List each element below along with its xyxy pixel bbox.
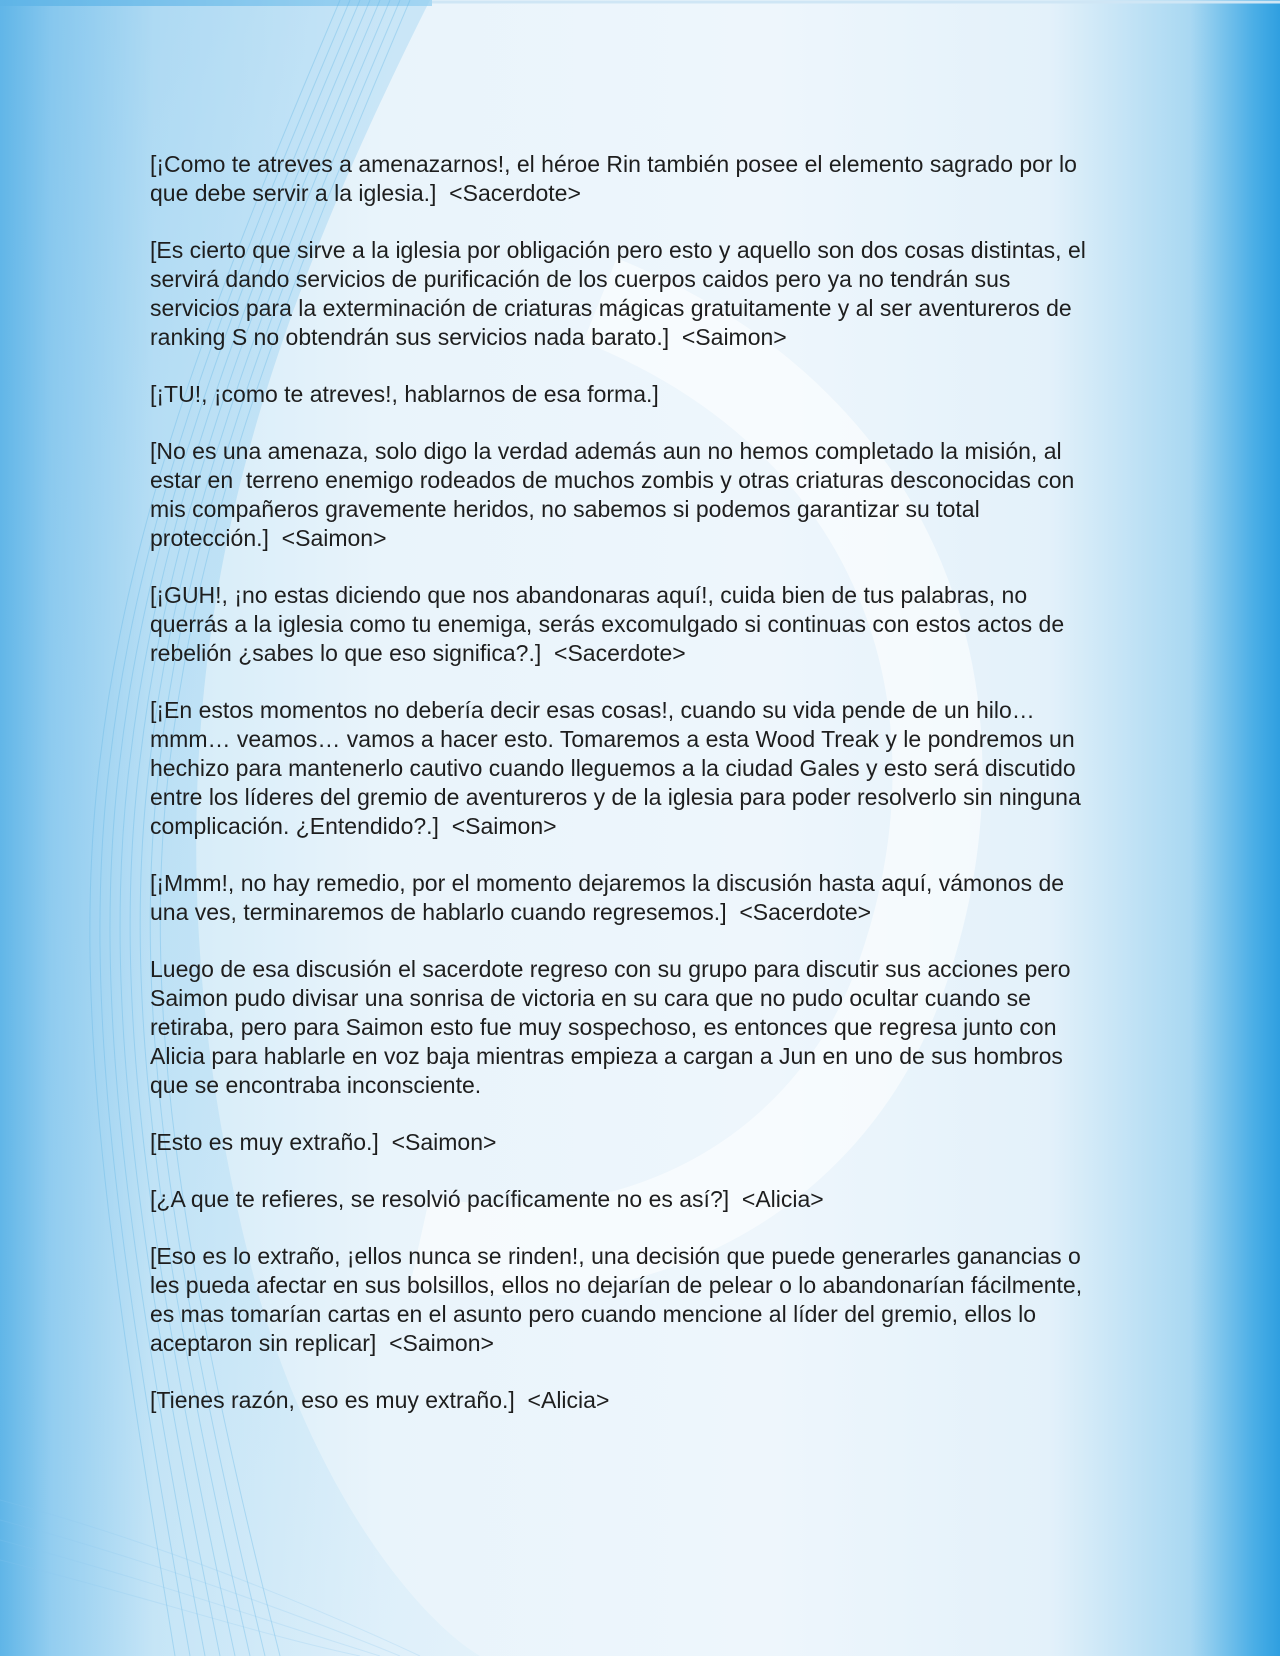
document-body bbox=[150, 150, 1100, 1443]
paragraph: [Es cierto que sirve a la iglesia por obligación pero esto y aquello son dos cosas distintas, el servirá dando servicios de purificación de los cuerpos caidos pero ya no tendrán sus servicios para la exterminación de criaturas mágicas gratuitamente y al ser aventureros de ranking S no obtendrán sus servicios nada barato.] <Saimon> bbox=[150, 237, 1093, 350]
paragraph: [¡En estos momentos no debería decir esas cosas!, cuando su vida pende de un hilo… mmm… veamos… vamos a hacer esto. Tomaremos a esta Wood Treak y le pondremos un hechizo para mantenerlo cautivo cuando lleguemos a la ciudad Gales y esto será discutido entre los líderes del gremio de aventureros y de la iglesia para poder resolverlo sin ninguna complicación. ¿Entendido?.] <Saimon> bbox=[150, 697, 1088, 839]
paragraph: [¡GUH!, ¡no estas diciendo que nos abandonaras aquí!, cuida bien de tus palabras, no querrás a la iglesia como tu enemiga, serás excomulgado si continuas con estos actos de rebelión ¿sabes lo que eso significa?.] <Sacerdote> bbox=[150, 582, 1071, 666]
paragraph: [Tienes razón, eso es muy extraño.] <Alicia> bbox=[150, 1387, 610, 1413]
paragraph: [¡TU!, ¡como te atreves!, hablarnos de esa forma.] bbox=[150, 381, 659, 407]
paragraph: [No es una amenaza, solo digo la verdad además aun no hemos completado la misión, al estar en terreno enemigo rodeados de muchos zombis y otras criaturas desconocidas con mis compañeros gravemente heridos, no sabemos si podemos garantizar su total protección.] <Saimon> bbox=[150, 438, 1081, 551]
paragraph: [Esto es muy extraño.] <Saimon> bbox=[150, 1129, 497, 1155]
paragraph: [Eso es lo extraño, ¡ellos nunca se rinden!, una decisión que puede generarles ganancias o les pueda afectar en sus bolsillos, ellos no dejarían de pelear o lo abandonarían fácilmente, es mas tomarían cartas en el asunto pero cuando mencione al líder del gremio, ellos lo aceptaron sin replicar] <Saimon> bbox=[150, 1243, 1089, 1356]
paragraph: Luego de esa discusión el sacerdote regreso con su grupo para discutir sus acciones pero Saimon pudo divisar una sonrisa de victoria en su cara que no pudo ocultar cuando se retiraba, pero para Saimon esto fue muy sospechoso, es entonces que regresa junto con Alicia para hablarle en voz baja mientras empieza a cargan a Jun en uno de sus hombros que se encontraba inconsciente. bbox=[150, 956, 1077, 1098]
paragraph: [¿A que te refieres, se resolvió pacíficamente no es así?] <Alicia> bbox=[150, 1186, 824, 1212]
paragraph: [¡Mmm!, no hay remedio, por el momento dejaremos la discusión hasta aquí, vámonos de una ves, terminaremos de hablarlo cuando regresemos.] <Sacerdote> bbox=[150, 870, 1071, 925]
paragraph: [¡Como te atreves a amenazarnos!, el héroe Rin también posee el elemento sagrado por lo que debe servir a la iglesia.] <Sacerdote> bbox=[150, 151, 1084, 206]
